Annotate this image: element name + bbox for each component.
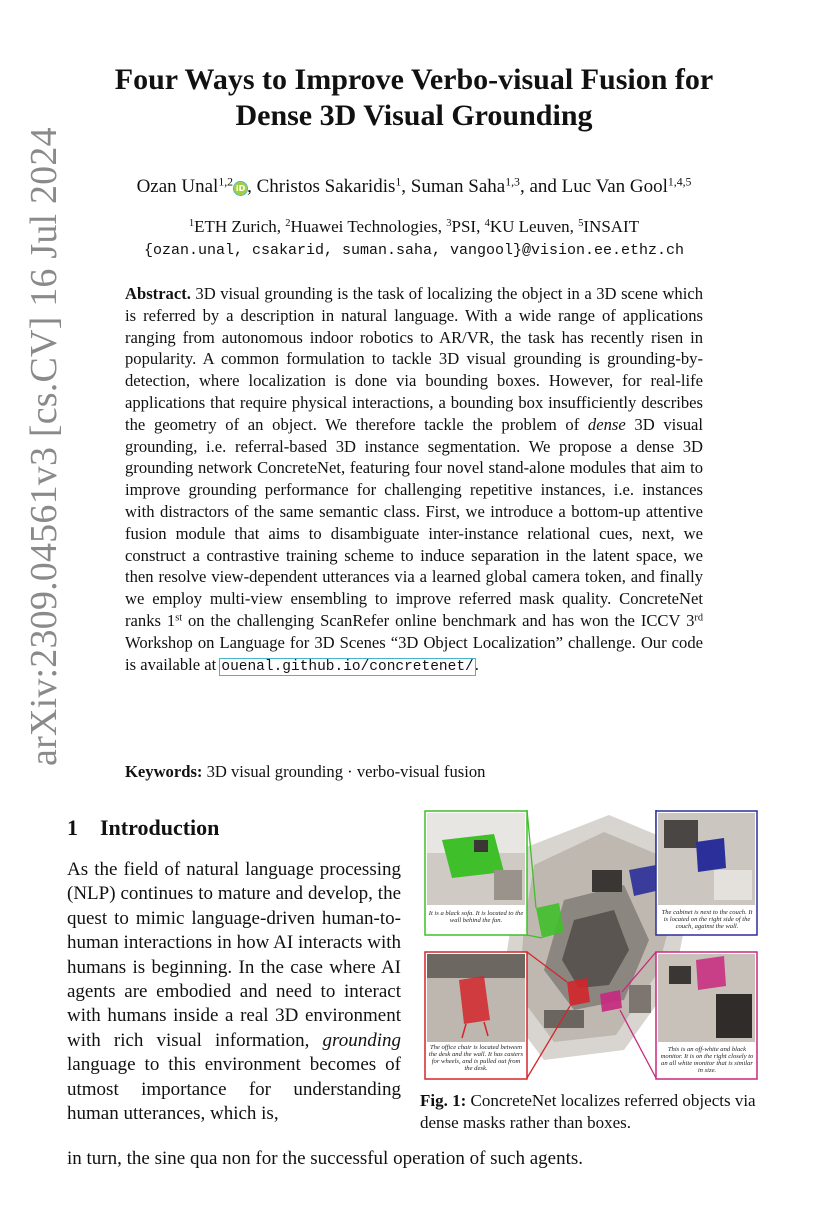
orcid-icon[interactable]: iD	[235, 184, 246, 193]
abstract-label: Abstract.	[125, 284, 191, 303]
author-1-affil: 1,2	[218, 175, 234, 189]
affil-marker: 4	[484, 218, 490, 230]
abstract-emphasis: dense	[587, 414, 626, 434]
section-title: Introduction	[100, 815, 220, 840]
scene-red-mask	[567, 978, 590, 1006]
keywords	[125, 761, 725, 783]
title-line-2: Dense 3D Visual Grounding	[235, 99, 593, 132]
affil-name: KU Leuven,	[489, 217, 579, 236]
abstract-text: on the challenging ScanRefer online benchmark and has won the ICCV 3	[182, 610, 695, 630]
section-heading	[67, 815, 219, 841]
ordinal-suffix: st	[175, 612, 183, 624]
ordinal-suffix: rd	[694, 612, 703, 624]
affil-marker: 1	[188, 218, 195, 230]
title-line-1: Four Ways to Improve Verbo-visual Fusion for	[114, 63, 714, 96]
arxiv-identifier: arXiv:2309.04561v3 [cs.CV] 16 Jul 2024	[23, 127, 65, 766]
figure-caption-text: ConcreteNet localizes referred objects via dense masks rather than boxes.	[420, 1091, 756, 1132]
author-emails: {ozan.unal, csakarid, suman.saha, vangool}@vision.ee.ethz.ch	[143, 242, 685, 259]
abstract-text: .	[474, 654, 479, 674]
author-separator: , and	[519, 176, 562, 197]
affil-name: ETH Zurich,	[194, 217, 286, 236]
author-4: Luc Van Gool	[561, 176, 668, 197]
author-separator: ,	[401, 176, 411, 197]
author-list	[40, 176, 788, 198]
figure-label: Fig. 1:	[420, 1091, 467, 1110]
intro-text: As the field of natural language processing (NLP) continues to mature and develop, the quest to mimic language-driven human-to-human interactions in how AI interacts with humans is beginning. In the case where AI agents are embodied and need to interact with humans inside a real 3D environment with rich visual information,	[67, 859, 401, 1051]
author-2-affil: 1	[395, 175, 402, 189]
author-separator: ,	[247, 176, 257, 197]
code-link[interactable]: ouenal.github.io/concretenet/	[221, 658, 474, 675]
author-2: Christos Sakaridis	[256, 176, 396, 197]
abstract-text: 3D visual grounding, i.e. referral-based 3D instance segmentation. We propose a dense 3D grounding network ConcreteNet, featuring four novel stand-alone modules that aim to improve grounding performance for challenging repetitive instances, i.e. instances with distractors of the same semantic class. First, we introduce a bottom-up attentive fusion module that aims to disambiguate inter-instance relational cues, next, we construct a contrastive training scheme to induce separation in the latent space, we then resolve view-dependent utterances via a learned global camera token, and finally we employ multi-view ensembling to improve referred mask quality. ConcreteNet ranks 1	[125, 414, 704, 630]
figure-desc-red: The office chair is located between the desk and the wall. It has casters for wheels, and is pulled out from the desk.	[428, 1044, 524, 1072]
affil-marker: 3	[446, 218, 452, 230]
author-4-affil: 1,4,5	[667, 175, 692, 189]
figure-1-image	[424, 810, 758, 1082]
intro-text: language to this environment becomes of utmost importance for understanding human utterances, which is,	[67, 1054, 401, 1125]
abstract	[125, 283, 703, 678]
intro-emphasis: grounding	[322, 1029, 401, 1051]
paper-title	[60, 62, 768, 134]
abstract-text: 3D visual grounding is the task of localizing the object in a 3D scene which is referred by a description in natural language. With a wide range of applications ranging from autonomous indoor robotics to AR/VR, the task has recently risen in popularity. A common formulation to tackle 3D visual grounding is grounding-by-detection, where localization is done via bounding boxes. However, for real-life applications that require physical interactions, a bounding box insufficiently describes the geometry of an object. We therefore tackle the problem of	[125, 284, 703, 434]
section-number: 1	[67, 815, 78, 840]
figure-desc-blue: The cabinet is next to the couch. It is located on the right side of the couch, against the wall.	[661, 909, 753, 930]
figure-1	[424, 810, 758, 1082]
keywords-text: 3D visual grounding · verbo-visual fusion	[202, 762, 486, 781]
intro-paragraph-continuation: in turn, the sine qua non for the successful operation of such agents.	[67, 1148, 584, 1169]
affil-marker: 5	[578, 218, 584, 230]
intro-paragraph	[67, 858, 401, 1126]
affiliations	[40, 216, 788, 238]
affil-name: Huawei Technologies,	[290, 217, 447, 236]
keywords-label: Keywords:	[125, 762, 203, 781]
author-3-affil: 1,3	[505, 175, 520, 189]
figure-desc-magenta: This is an off-white and black monitor. It is on the right closely to an all white monitor that is similar in size.	[660, 1046, 754, 1074]
affil-name: PSI,	[451, 217, 485, 236]
affil-name: INSAIT	[583, 217, 640, 236]
affil-marker: 2	[285, 218, 291, 230]
author-1: Ozan Unal	[136, 176, 219, 197]
abstract-text: Workshop on Language for 3D Scenes “3D Object Localization” challenge. Our code is available at	[125, 632, 703, 674]
figure-desc-green: It is a black sofa. It is located to the wall behind the fan.	[428, 910, 524, 924]
author-3: Suman Saha	[410, 176, 506, 197]
figure-caption	[420, 1090, 765, 1134]
